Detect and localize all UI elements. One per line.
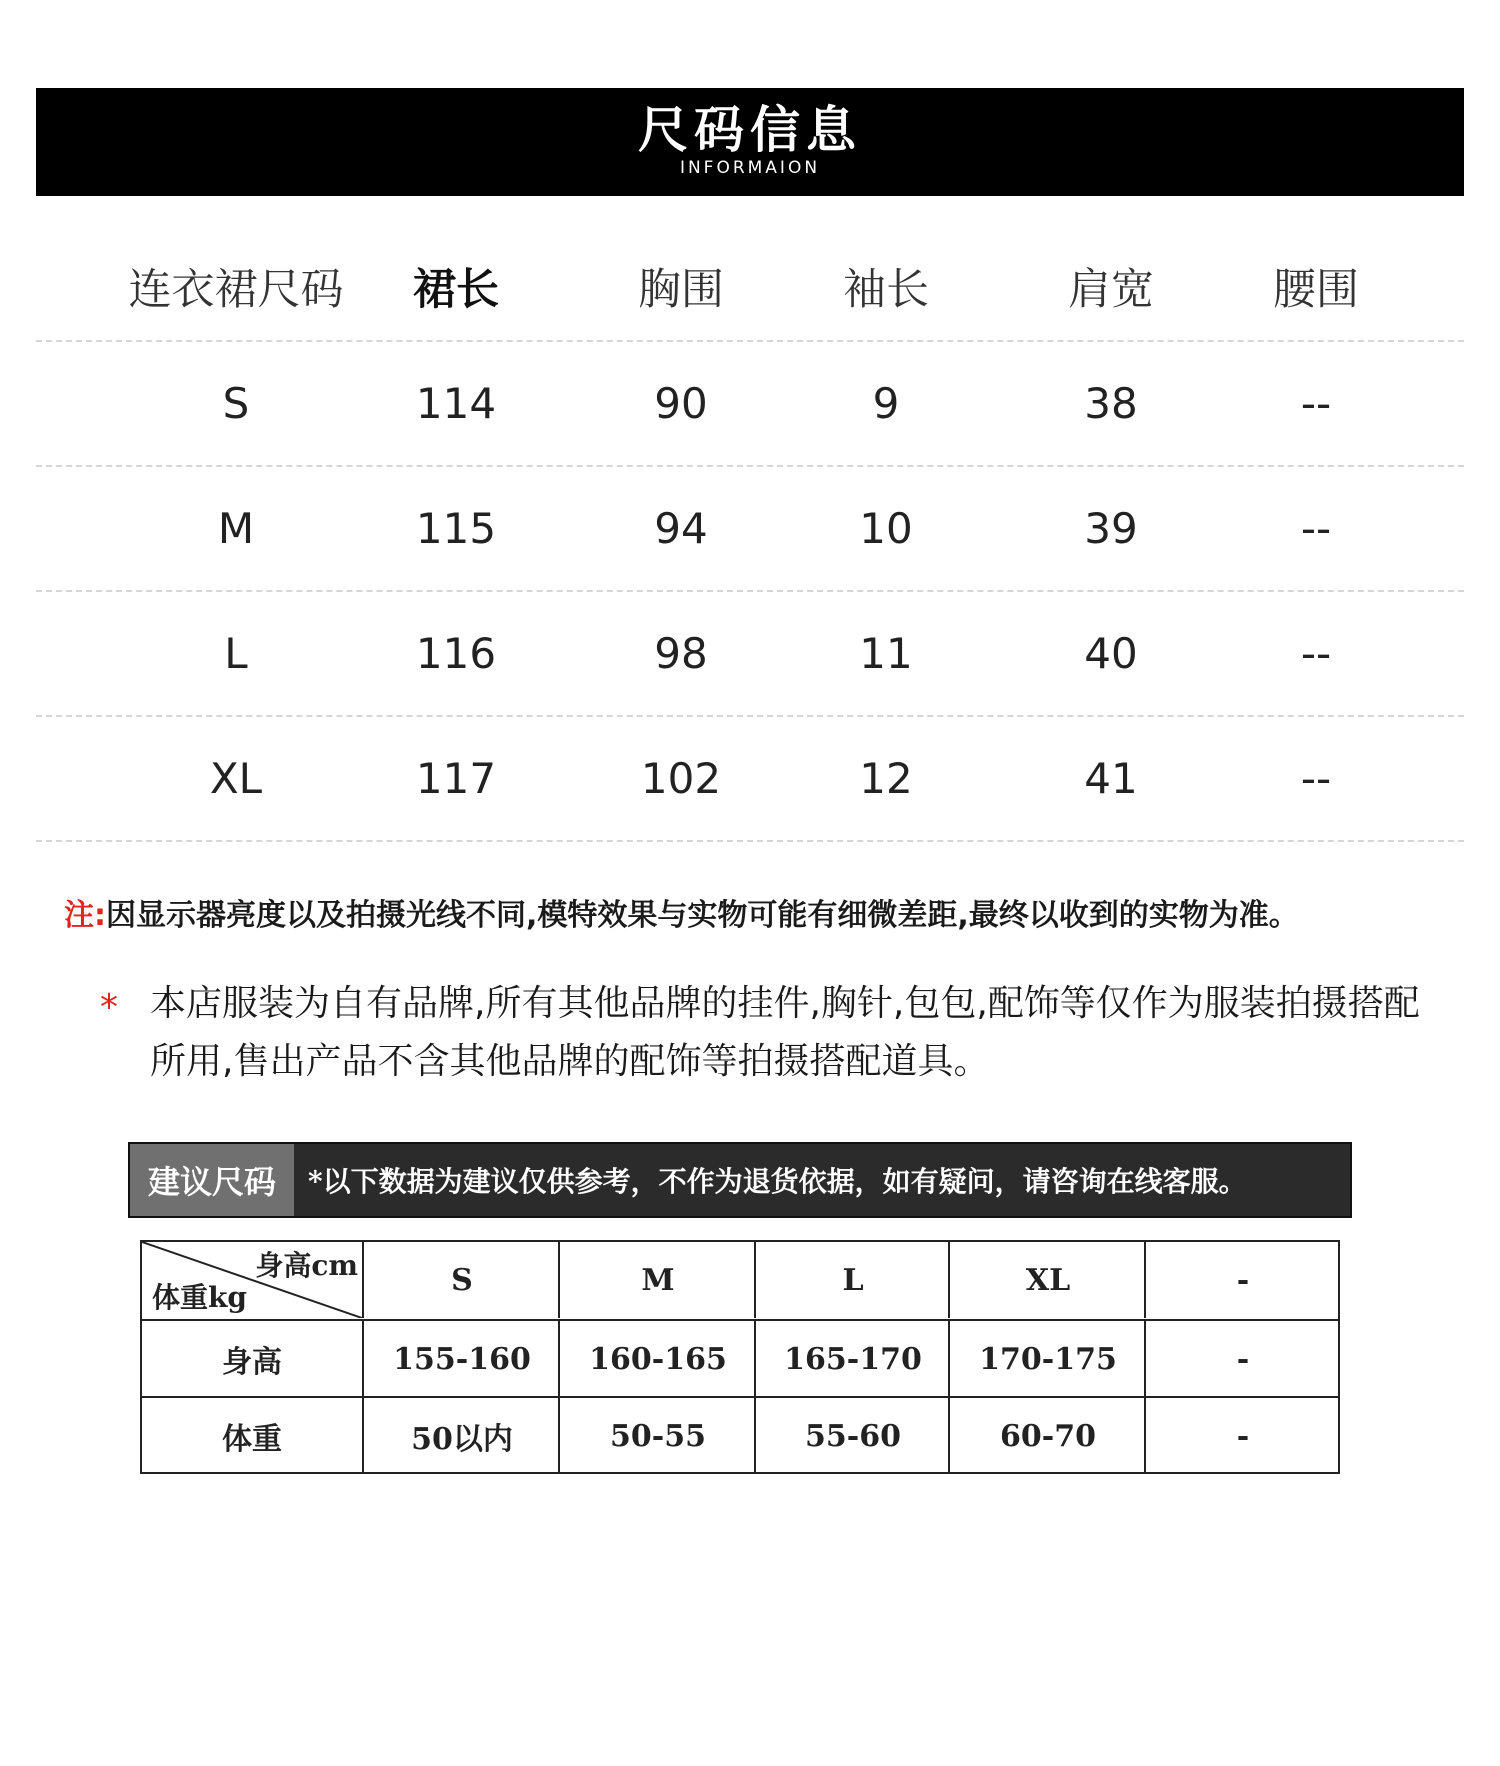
- header-banner: [36, 88, 1464, 196]
- header-bust: 胸围: [638, 264, 724, 315]
- waist-cell: --: [1300, 379, 1332, 428]
- table-row: [142, 1396, 1338, 1474]
- waist-cell: --: [1300, 629, 1332, 678]
- note-text: 因显示器亮度以及拍摄光线不同,模特效果与实物可能有细微差距,最终以收到的实物为准。: [106, 898, 1299, 933]
- asterisk-icon: *: [100, 987, 118, 1028]
- size-header-s: S: [362, 1242, 560, 1318]
- table-row: [36, 717, 1464, 842]
- size-header-xl: XL: [948, 1242, 1146, 1318]
- table-row: [142, 1319, 1338, 1397]
- sleeve-length-cell: 10: [859, 504, 913, 553]
- dress-length-cell: 114: [415, 379, 497, 428]
- corner-weight-label: 体重kg: [152, 1281, 247, 1314]
- dress-length-cell: 117: [415, 754, 497, 803]
- dress-length-cell: 116: [415, 629, 497, 678]
- suggestion-bar: [128, 1142, 1352, 1218]
- header-shoulder-width: 肩宽: [1068, 264, 1154, 315]
- header-dress-size: 连衣裙尺码: [128, 264, 344, 315]
- header-sleeve-length: 袖长: [843, 264, 929, 315]
- size-header-l: L: [754, 1242, 950, 1318]
- size-table-header: [36, 232, 1464, 342]
- bust-cell: 94: [654, 504, 708, 553]
- suggestion-tag: 建议尺码: [130, 1144, 294, 1216]
- weight-cell: 55-60: [754, 1398, 950, 1474]
- note-label: 注:: [64, 898, 106, 933]
- dress-length-cell: 115: [415, 504, 497, 553]
- height-cell: 155-160: [362, 1321, 560, 1397]
- suggestion-text: *以下数据为建议仅供参考，不作为退货依据，如有疑问，请咨询在线客服。: [308, 1165, 1247, 1198]
- row-label-weight: 体重: [222, 1422, 282, 1457]
- shoulder-width-cell: 38: [1084, 379, 1138, 428]
- waist-cell: --: [1300, 504, 1332, 553]
- weight-cell: 50-55: [558, 1398, 756, 1474]
- bust-cell: 102: [640, 754, 722, 803]
- recommend-header-row: [142, 1242, 1338, 1318]
- recommend-table: [140, 1240, 1340, 1474]
- header-dress-length: 裙长: [413, 264, 499, 315]
- display-note: [64, 890, 1299, 934]
- height-cell: 160-165: [558, 1321, 756, 1397]
- sleeve-length-cell: 11: [859, 629, 913, 678]
- weight-cell: 50以内: [362, 1398, 560, 1474]
- waist-cell: --: [1300, 754, 1332, 803]
- header-waist: 腰围: [1273, 264, 1359, 315]
- banner-subtitle: INFORMAION: [679, 158, 821, 178]
- size-cell: L: [224, 629, 248, 678]
- height-cell: 170-175: [948, 1321, 1146, 1397]
- banner-title: 尺码信息: [638, 101, 862, 159]
- bust-cell: 98: [654, 629, 708, 678]
- corner-height-label: 身高cm: [255, 1249, 358, 1282]
- weight-cell: -: [1144, 1398, 1340, 1474]
- corner-header: [142, 1242, 362, 1318]
- shoulder-width-cell: 40: [1084, 629, 1138, 678]
- row-label-height: 身高: [222, 1345, 282, 1380]
- size-table: [36, 232, 1464, 842]
- shoulder-width-cell: 41: [1084, 754, 1138, 803]
- sleeve-length-cell: 9: [872, 379, 900, 428]
- size-cell: M: [217, 504, 255, 553]
- table-row: [36, 467, 1464, 592]
- size-header-m: M: [558, 1242, 756, 1318]
- size-cell: S: [222, 379, 250, 428]
- notice-text: 本店服装为自有品牌,所有其他品牌的挂件,胸针,包包,配饰等仅作为服装拍摄搭配所用,售出产品不含其他品牌的配饰等拍摄搭配道具。: [150, 983, 1420, 1082]
- table-row: [36, 592, 1464, 717]
- height-cell: 165-170: [754, 1321, 950, 1397]
- size-header-empty: -: [1144, 1242, 1340, 1318]
- table-row: [36, 342, 1464, 467]
- size-cell: XL: [209, 754, 263, 803]
- sleeve-length-cell: 12: [859, 754, 913, 803]
- shoulder-width-cell: 39: [1084, 504, 1138, 553]
- bust-cell: 90: [654, 379, 708, 428]
- weight-cell: 60-70: [948, 1398, 1146, 1474]
- height-cell: -: [1144, 1321, 1340, 1397]
